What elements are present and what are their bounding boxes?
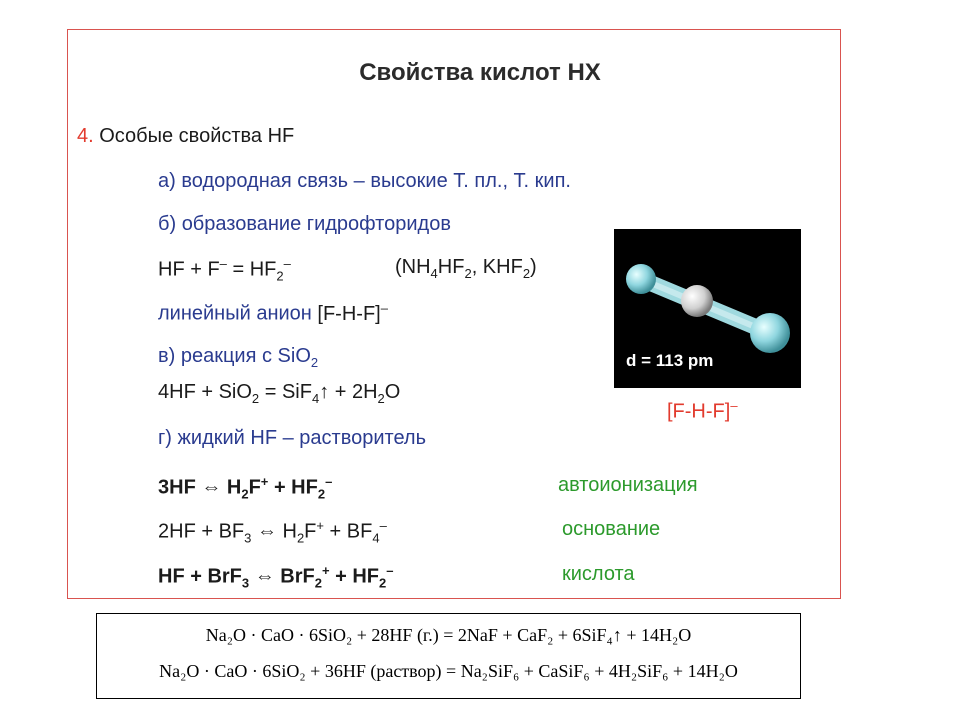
- autoionization-equation: [158, 474, 332, 502]
- ai-p3: F: [248, 476, 261, 499]
- acid-equation: [158, 563, 393, 591]
- ex-open: (NH: [395, 256, 431, 278]
- ex-hf: HF: [437, 256, 465, 278]
- molecule-caption-charge: –: [730, 398, 738, 413]
- acid-sup2: –: [386, 563, 394, 578]
- base-sup2: –: [379, 518, 387, 533]
- base-p4: + BF: [323, 520, 373, 543]
- hf2-equation: [158, 256, 291, 284]
- ex-sub4: 4: [430, 266, 438, 281]
- slide-title: Свойства кислот HX: [359, 59, 601, 86]
- item-a-letter: а): [158, 170, 176, 192]
- sio2-p1: 4HF + SiO: [158, 381, 252, 403]
- item-d-letter: г): [158, 427, 172, 449]
- ai-p4: + HF: [268, 476, 318, 499]
- hf2-examples: [395, 256, 537, 281]
- item-d-text: жидкий HF – растворитель: [177, 427, 427, 449]
- linear-anion: [158, 300, 388, 326]
- linear-text: линейный анион: [158, 302, 312, 325]
- glass-etching-equations: [96, 613, 801, 699]
- section-number: 4.: [77, 125, 94, 147]
- item-c: [158, 345, 318, 370]
- item-c-text-wrap: [180, 345, 319, 370]
- base-sup1: +: [316, 518, 324, 533]
- acid-s2: 2: [314, 575, 322, 591]
- equation-solution: Na₂O · CaO · 6SiO₂ + 36HF (раствор) = Na₂SiF₆ + CaSiF₆ + 4H₂SiF₆ + 14H₂O: [159, 661, 738, 681]
- base-p1: 2HF + BF: [158, 520, 245, 543]
- sio2-s3: 2: [377, 391, 385, 406]
- acid-p2: BrF: [274, 565, 315, 588]
- ai-p1: 3HF: [158, 476, 202, 499]
- equation-gas: Na₂O · CaO · 6SiO₂ + 28HF (г.) = 2NaF + CaF₂ + 6SiF₄↑ + 14H₂O: [205, 625, 692, 645]
- base-p3: F: [304, 520, 317, 543]
- fluorine-atom-left: [626, 264, 656, 294]
- item-d: [158, 427, 426, 450]
- acid-s3: 2: [378, 575, 387, 591]
- base-s2: 2: [296, 530, 305, 546]
- acid-s1: 3: [241, 575, 250, 591]
- sio2-p3: + 2H: [329, 381, 378, 403]
- molecule-image: [614, 229, 801, 388]
- base-arrow: ⇔: [256, 520, 277, 543]
- molecule-caption: [667, 398, 738, 424]
- acid-arrow: ⇔: [254, 565, 275, 588]
- ex-sub2a: 2: [464, 266, 472, 281]
- base-s3: 4: [372, 530, 380, 546]
- item-c-text: реакция с SiO: [180, 345, 311, 367]
- base-s1: 3: [244, 530, 252, 546]
- acid-label: кислота: [562, 563, 635, 585]
- bond-length-label: d = 113 pm: [626, 351, 714, 370]
- sio2-s2: 4: [311, 391, 320, 406]
- ex-close: ): [530, 256, 537, 278]
- item-a-text: водородная связь – высокие Т. пл., Т. кип.: [181, 170, 571, 192]
- ai-p2: H: [221, 476, 242, 499]
- hf2-sup: –: [283, 256, 291, 271]
- base-label: основание: [562, 518, 661, 540]
- item-b-text: образование гидрофторидов: [181, 213, 451, 235]
- hf2-eq: = HF: [226, 258, 277, 281]
- linear-charge: –: [380, 300, 388, 315]
- hf2-lhs: HF + F: [158, 258, 220, 281]
- section-text: Особые свойства HF: [99, 125, 295, 147]
- acid-sup1: +: [321, 563, 330, 578]
- ex-sub2b: 2: [522, 266, 531, 281]
- ai-arrow: ⇔: [201, 476, 222, 499]
- item-a: [158, 170, 571, 193]
- hf2-sub: 2: [276, 268, 284, 284]
- item-c-letter: в): [158, 345, 176, 367]
- linear-formula: [317, 300, 388, 325]
- sio2-arrow: ↑: [319, 381, 330, 403]
- hf2-minus: –: [219, 256, 227, 271]
- section-heading: [77, 125, 294, 148]
- sio2-p4: O: [384, 381, 401, 403]
- hydrogen-atom: [681, 285, 713, 317]
- sio2-s1: 2: [251, 391, 260, 406]
- fluorine-atom-right: [750, 313, 790, 353]
- base-equation: [158, 518, 387, 546]
- item-b-letter: б): [158, 213, 177, 235]
- ai-s1: 2: [241, 486, 249, 502]
- ex-mid: , KHF: [471, 256, 523, 278]
- acid-p1: HF + BrF: [158, 565, 242, 588]
- ai-sup1: +: [260, 474, 269, 489]
- item-c-sub: 2: [310, 355, 319, 370]
- sio2-p2: = SiF: [259, 381, 312, 403]
- item-b: [158, 213, 451, 236]
- sio2-equation: [158, 381, 400, 406]
- acid-p3: + HF: [329, 565, 379, 588]
- base-p2: H: [276, 520, 297, 543]
- molecule-caption-text: [F-H-F]: [667, 400, 731, 423]
- ai-sup2: –: [325, 474, 333, 489]
- ai-s2: 2: [317, 486, 326, 502]
- linear-formula-text: [F-H-F]: [317, 302, 381, 325]
- autoionization-label: автоионизация: [558, 474, 698, 496]
